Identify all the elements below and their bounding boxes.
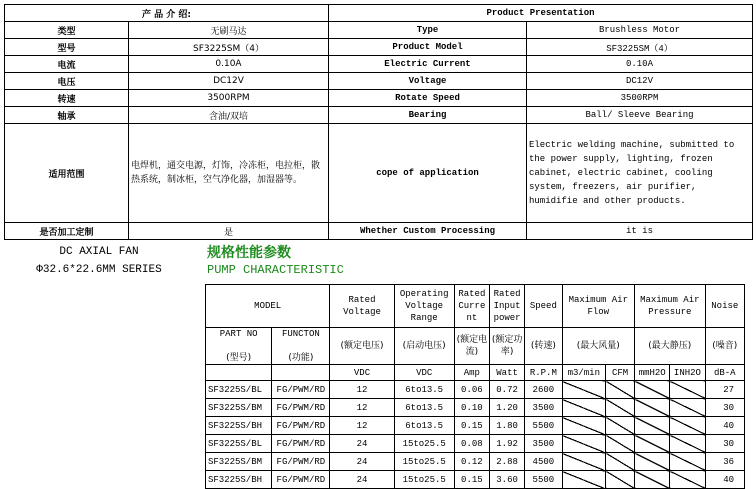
vdc: 24 — [330, 453, 394, 471]
scope-row — [5, 124, 753, 223]
spec-title-en: PUMP CHARACTERISTIC — [207, 263, 344, 277]
unit-cell: m3/min — [562, 365, 606, 381]
noise: 30 — [705, 435, 744, 453]
voltage-range: 6to13.5 — [394, 417, 454, 435]
cn-label: 转速 — [5, 90, 129, 107]
en-label: Electric Current — [329, 56, 527, 73]
voltage-range: 15to25.5 — [394, 435, 454, 453]
rated-current-cn: (额定电流) — [454, 328, 489, 365]
en-value: SF3225SM（4） — [527, 39, 753, 56]
rated-voltage-cn: (额定电压) — [330, 328, 394, 365]
operating-voltage-cn: (启动电压) — [394, 328, 454, 365]
empty-cell — [670, 453, 705, 471]
function: FG/PWM/RD — [272, 453, 330, 471]
en-label: Type — [329, 22, 527, 39]
custom-cn-value: 是 — [129, 223, 329, 240]
empty-cell — [606, 381, 635, 399]
watt: 1.92 — [489, 435, 524, 453]
voltage-range: 15to25.5 — [394, 453, 454, 471]
empty-cell — [606, 435, 635, 453]
noise: 40 — [705, 417, 744, 435]
vdc: 12 — [330, 417, 394, 435]
vdc: 12 — [330, 399, 394, 417]
model-header: MODEL — [206, 285, 330, 328]
watt: 1.80 — [489, 417, 524, 435]
spec-row — [206, 399, 745, 417]
scope-cn-label: 适用范围 — [5, 124, 129, 223]
function: FG/PWM/RD — [272, 435, 330, 453]
scope-cn-value: 电焊机，通交电源，灯饰，冷冻柜，电拉柜，散热系统，制冰柜，空气净化器，加湿器等。 — [129, 124, 329, 223]
en-value: Ball/ Sleeve Bearing — [527, 107, 753, 124]
watt: 2.88 — [489, 453, 524, 471]
custom-en-label: Whether Custom Processing — [329, 223, 527, 240]
empty-cell — [562, 417, 606, 435]
empty-cell — [670, 435, 705, 453]
rated-voltage-header: Rated Voltage — [330, 285, 394, 328]
table-header-row — [5, 5, 753, 22]
empty-cell — [635, 417, 670, 435]
en-label: Bearing — [329, 107, 527, 124]
voltage-range: 6to13.5 — [394, 381, 454, 399]
empty-cell — [635, 453, 670, 471]
amp: 0.06 — [454, 381, 489, 399]
rpm: 4500 — [525, 453, 562, 471]
empty-cell — [562, 471, 606, 489]
table-row — [5, 90, 753, 107]
empty-cell — [670, 381, 705, 399]
unit-cell: VDC — [394, 365, 454, 381]
vdc: 24 — [330, 471, 394, 489]
part-no: SF3225S/BM — [206, 453, 272, 471]
cn-header: 产 品 介 绍: — [5, 5, 329, 22]
cn-label: 轴承 — [5, 107, 129, 124]
air-flow-header: Maximum Air Flow — [562, 285, 635, 328]
empty-cell — [670, 399, 705, 417]
empty-cell — [670, 471, 705, 489]
spec-row — [206, 435, 745, 453]
table-row — [5, 73, 753, 90]
function: FG/PWM/RD — [272, 471, 330, 489]
rpm: 5500 — [525, 417, 562, 435]
unit-cell: Amp — [454, 365, 489, 381]
amp: 0.15 — [454, 471, 489, 489]
rated-current-header: Rated Curre nt — [454, 285, 489, 328]
spec-row — [206, 381, 745, 399]
en-value: Brushless Motor — [527, 22, 753, 39]
empty-cell — [562, 435, 606, 453]
table-row — [5, 39, 753, 56]
noise: 30 — [705, 399, 744, 417]
noise: 40 — [705, 471, 744, 489]
voltage-range: 15to25.5 — [394, 471, 454, 489]
vdc: 12 — [330, 381, 394, 399]
units-row — [206, 365, 745, 381]
part-no: SF3225S/BH — [206, 471, 272, 489]
speed-header: Speed — [525, 285, 562, 328]
unit-cell: mmH2O — [635, 365, 670, 381]
empty-cell — [635, 435, 670, 453]
watt: 1.20 — [489, 399, 524, 417]
en-label: Product Model — [329, 39, 527, 56]
amp: 0.15 — [454, 417, 489, 435]
empty-cell — [606, 399, 635, 417]
cn-label: 电压 — [5, 73, 129, 90]
watt: 3.60 — [489, 471, 524, 489]
spec-row — [206, 417, 745, 435]
cn-value: 含油/双培 — [129, 107, 329, 124]
noise: 36 — [705, 453, 744, 471]
vdc: 24 — [330, 435, 394, 453]
empty-cell — [635, 399, 670, 417]
spec-title-cn: 规格性能参数 — [207, 245, 291, 261]
empty-cell — [562, 453, 606, 471]
operating-voltage-header: Operating Voltage Range — [394, 285, 454, 328]
rpm: 3500 — [525, 435, 562, 453]
cn-value: 3500RPM — [129, 90, 329, 107]
amp: 0.12 — [454, 453, 489, 471]
en-value: 3500RPM — [527, 90, 753, 107]
part-no: SF3225S/BL — [206, 381, 272, 399]
empty-cell — [562, 381, 606, 399]
part-no-label: PART NO — [219, 329, 258, 339]
product-presentation-table — [4, 4, 753, 240]
cn-label: 型号 — [5, 39, 129, 56]
spec-subheader-row — [206, 328, 745, 365]
en-label: Rotate Speed — [329, 90, 527, 107]
part-no: SF3225S/BH — [206, 417, 272, 435]
air-pressure-header: Maximum Air Pressure — [635, 285, 705, 328]
empty-cell — [606, 471, 635, 489]
noise: 27 — [705, 381, 744, 399]
en-value: DC12V — [527, 73, 753, 90]
unit-cell: dB-A — [705, 365, 744, 381]
empty-cell — [606, 453, 635, 471]
unit-cell: CFM — [606, 365, 635, 381]
table-row — [5, 56, 753, 73]
empty-cell — [670, 417, 705, 435]
custom-row — [5, 223, 753, 240]
en-label: Voltage — [329, 73, 527, 90]
amp: 0.08 — [454, 435, 489, 453]
function: FG/PWM/RD — [272, 399, 330, 417]
series-heading-line2: Φ32.6*22.6MM SERIES — [36, 264, 162, 276]
cn-value: DC12V — [129, 73, 329, 90]
empty-cell — [606, 417, 635, 435]
function-cn: (功能) — [288, 353, 314, 363]
unit-cell: R.P.M — [525, 365, 562, 381]
table-row — [5, 22, 753, 39]
empty-cell — [635, 471, 670, 489]
spec-row — [206, 471, 745, 489]
function-cn-cell — [272, 365, 330, 381]
rpm: 5500 — [525, 471, 562, 489]
scope-en-label: cope of application — [329, 124, 527, 223]
part-no-cn: (型号) — [226, 353, 252, 363]
rpm: 2600 — [525, 381, 562, 399]
spec-table — [205, 284, 745, 489]
en-value: 0.10A — [527, 56, 753, 73]
function: FG/PWM/RD — [272, 381, 330, 399]
function: FG/PWM/RD — [272, 417, 330, 435]
voltage-range: 6to13.5 — [394, 399, 454, 417]
custom-en-value: it is — [527, 223, 753, 240]
spec-header-row — [206, 285, 745, 328]
air-pressure-cn: (最大静压) — [635, 328, 705, 365]
empty-cell — [562, 399, 606, 417]
amp: 0.10 — [454, 399, 489, 417]
rated-input-cn: (额定功率) — [489, 328, 524, 365]
cn-label: 电流 — [5, 56, 129, 73]
cn-value: 0.10A — [129, 56, 329, 73]
unit-cell: INH2O — [670, 365, 705, 381]
watt: 0.72 — [489, 381, 524, 399]
empty-cell — [635, 381, 670, 399]
en-header: Product Presentation — [329, 5, 753, 22]
function-header — [272, 328, 330, 365]
custom-cn-label: 是否加工定制 — [5, 223, 129, 240]
table-row — [5, 107, 753, 124]
part-no: SF3225S/BL — [206, 435, 272, 453]
rated-input-header: Rated Input power — [489, 285, 524, 328]
part-no-cn-cell — [206, 365, 272, 381]
cn-value: 无刷马达 — [129, 22, 329, 39]
unit-cell: VDC — [330, 365, 394, 381]
air-flow-cn: (最大风量) — [562, 328, 635, 365]
spec-row — [206, 453, 745, 471]
noise-header: Noise — [705, 285, 744, 328]
part-no: SF3225S/BM — [206, 399, 272, 417]
speed-cn: (转速) — [525, 328, 562, 365]
cn-label: 类型 — [5, 22, 129, 39]
rpm: 3500 — [525, 399, 562, 417]
cn-value: SF3225SM（4） — [129, 39, 329, 56]
scope-en-value: Electric welding machine, submitted to the power supply, lighting, frozen cabinet, electric cabinet, cooling system, freezers, air purifier, humidifie and other products. — [527, 124, 753, 223]
unit-cell: Watt — [489, 365, 524, 381]
part-no-header — [206, 328, 272, 365]
series-heading-line1: DC AXIAL FAN — [59, 246, 139, 258]
function-label: FUNCTON — [281, 329, 320, 339]
noise-cn: (噪音) — [705, 328, 744, 365]
